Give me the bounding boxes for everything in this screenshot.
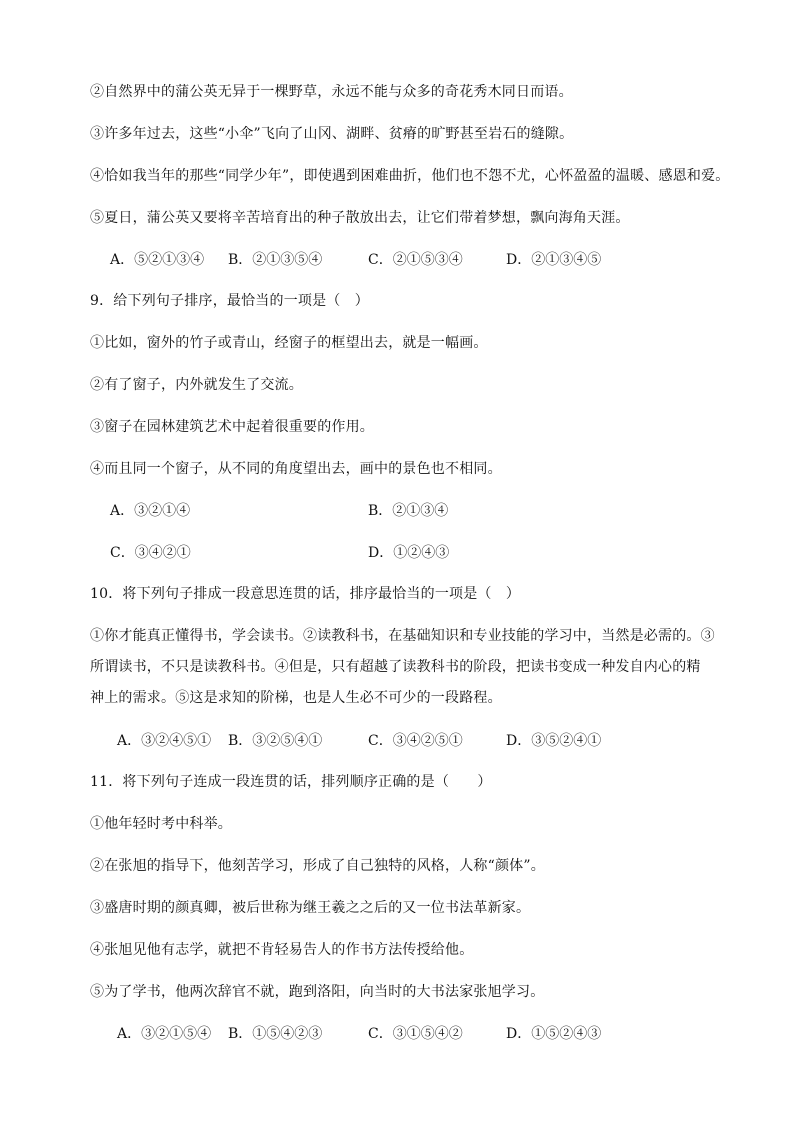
q9-option-c[interactable]: C．③④②① [110,545,191,561]
q10-passage-line-2: 所谓读书，不只是读教科书。④但是，只有超越了读教科书的阶段，把读书变成一种发自内心的精 [90,659,701,675]
q11-option-d[interactable]: D．①⑤②④③ [506,1026,602,1042]
q8-options [0,250,794,270]
q11-sentence-4: ④张旭见他有志学，就把不肯轻易告人的作书方法传授给他。 [90,942,474,958]
q10-option-a[interactable]: A．③②④⑤① [117,733,212,749]
q9-option-a[interactable]: A．③②①④ [110,503,191,519]
q11-sentence-1: ①他年轻时考中科举。 [90,816,232,832]
q9-sentence-2: ②有了窗子，内外就发生了交流。 [90,377,303,393]
q9-sentence-3: ③窗子在园林建筑艺术中起着很重要的作用。 [90,419,374,435]
q8-option-d[interactable]: D．②①③④⑤ [506,252,602,268]
q10-stem: 10．将下列句子排成一段意思连贯的话，排序最恰当的一项是（ ） [90,586,521,602]
q10-option-d[interactable]: D．③⑤②④① [506,733,602,749]
q10-option-c[interactable]: C．③④②⑤① [368,733,463,749]
q11-sentence-2: ②在张旭的指导下，他刻苦学习，形成了自己独特的风格，人称“颜体”。 [90,858,545,874]
q11-sentence-5: ⑤为了学书，他两次辞官不就，跑到洛阳，向当时的大书法家张旭学习。 [90,984,545,1000]
q10-options [0,731,794,751]
q8-option-b[interactable]: B．②①③⑤④ [228,252,323,268]
q11-option-c[interactable]: C．③①⑤④② [368,1026,463,1042]
q9-stem: 9．给下列句子排序，最恰当的一项是（ ） [90,293,369,309]
q11-stem: 11．将下列句子连成一段连贯的话，排列顺序正确的是（ ） [90,774,492,790]
q8-sentence-4: ④恰如我当年的那些“同学少年”，即使遇到困难曲折，他们也不怨不尤，心怀盈盈的温暖、感恩和爱。 [90,168,730,184]
q11-options [0,1024,794,1044]
q8-sentence-3: ③许多年过去，这些“小伞”飞向了山冈、湖畔、贫瘠的旷野甚至岩石的缝隙。 [90,126,574,142]
q8-sentence-5: ⑤夏日，蒲公英又要将辛苦培育出的种子散放出去，让它们带着梦想，飘向海角天涯。 [90,210,630,226]
q9-sentence-4: ④而且同一个窗子，从不同的角度望出去，画中的景色也不相同。 [90,461,502,477]
q11-sentence-3: ③盛唐时期的颜真卿，被后世称为继王羲之之后的又一位书法革新家。 [90,900,531,916]
q8-option-c[interactable]: C．②①⑤③④ [368,252,463,268]
q11-option-b[interactable]: B．①⑤④②③ [228,1026,323,1042]
q8-sentence-2: ②自然界中的蒲公英无异于一棵野草，永远不能与众多的奇花秀木同日而语。 [90,84,573,100]
q10-passage-line-1: ①你才能真正懂得书，学会读书。②读教科书，在基础知识和专业技能的学习中，当然是必需的。③ [90,628,715,644]
q8-option-a[interactable]: A．⑤②①③④ [110,252,205,268]
q9-sentence-1: ①比如，窗外的竹子或青山，经窗子的框望出去，就是一幅画。 [90,335,488,351]
q9-option-b[interactable]: B．②①③④ [368,503,449,519]
q10-passage-line-3: 神上的需求。⑤这是求知的阶梯，也是人生必不可少的一段路程。 [90,690,502,706]
q11-option-a[interactable]: A．③②①⑤④ [117,1026,212,1042]
q10-option-b[interactable]: B．③②⑤④① [228,733,323,749]
q9-option-d[interactable]: D．①②④③ [368,545,450,561]
q9-options-row-2 [0,543,794,563]
q9-options-row-1 [0,501,794,521]
